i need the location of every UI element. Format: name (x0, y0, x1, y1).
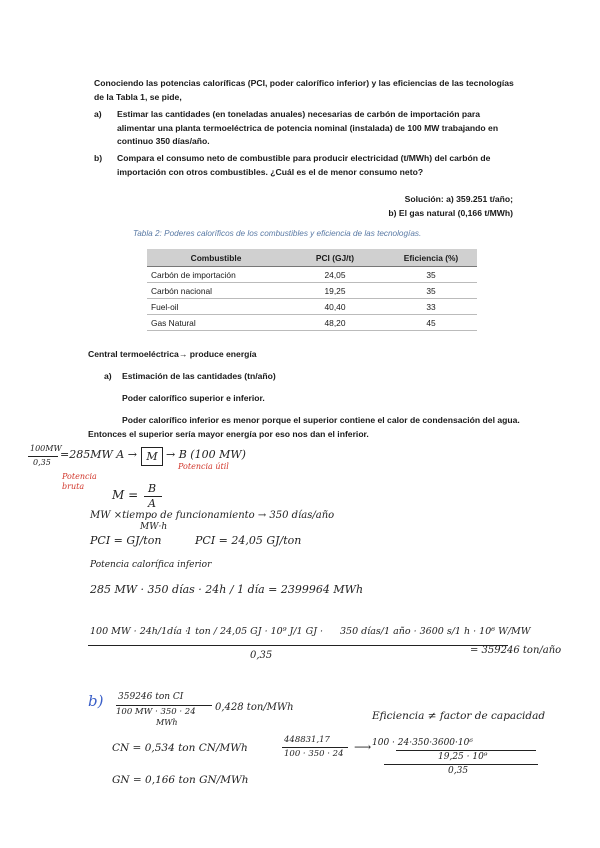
hw-b-label: b) (88, 692, 104, 710)
item-b-text: Compara el consumo neto de combustible para producir electricidad (t/MWh) del carbón de importación con otros combustibles. ¿Cuál es el de menor consumo neto? (117, 153, 491, 177)
hw-m-eq: M = (112, 488, 139, 502)
col-header-pci: PCI (GJ/t) (285, 249, 385, 267)
cell-pci: 40,40 (285, 299, 385, 315)
hw-calc2-den: 0,35 (250, 650, 273, 661)
solution-b: b) El gas natural (0,166 t/MWh) (388, 208, 513, 218)
item-a-label: a) (94, 109, 102, 119)
fuel-table (147, 249, 477, 331)
hw-pci-val: PCI = 24,05 GJ/ton (195, 534, 302, 547)
cell-pci: 24,05 (285, 267, 385, 283)
table-row (147, 299, 477, 315)
hw-m-num: B (148, 482, 157, 495)
cell-eff: 33 (385, 299, 477, 315)
notes-line1: Poder calorífico superior e inferior. (122, 393, 265, 403)
hw-arrow-b: → B (100 MW) (166, 448, 246, 461)
hw-cn-frac-top: 448831,17 (284, 735, 330, 745)
hw-b-val: 0,428 ton/MWh (215, 702, 294, 713)
hw-eff-note: Eficiencia ≠ factor de capacidad (372, 710, 546, 722)
hw-big-line1 (396, 750, 536, 751)
cell-fuel: Carbón nacional (147, 283, 285, 299)
table-caption: Tabla 2: Poderes caloríficos de los combustibles y eficiencia de las tecnologías. (133, 229, 422, 238)
hw-b-frac-top: 359246 ton CI (118, 692, 184, 702)
col-header-eficiencia: Eficiencia (%) (385, 249, 477, 267)
hw-mw-line: MW ×tiempo de funcionamiento → 350 días/año (90, 510, 335, 521)
table-row (147, 283, 477, 299)
cell-fuel: Fuel-oil (147, 299, 285, 315)
hw-calc2-mid: 1 ton / 24,05 GJ · 10⁹ J/1 GJ · (186, 626, 324, 637)
item-b-label: b) (94, 153, 103, 163)
hw-b-frac-unit: MWh (156, 718, 178, 727)
notes-heading: Central termoeléctrica→ produce energía (88, 349, 257, 359)
cell-pci: 19,25 (285, 283, 385, 299)
hw-b-frac-line (116, 705, 212, 706)
cell-eff: 35 (385, 283, 477, 299)
hw-eq-285: =285MW A → (60, 448, 137, 461)
problem-intro: Conociendo las potencias caloríficas (PCI, poder calorífico inferior) y las eficiencias de las tecnologías de la Tabla 1, se pide, (94, 78, 514, 102)
hw-mwh: MW·h (140, 522, 168, 532)
hw-frac-bot: 0,35 (33, 458, 51, 467)
notes-line2: Poder calorífico inferior es menor porque el superior contiene el calor de condensación del agua. Entonces el superior sería mayor energía por eso nos dan el inferior. (88, 415, 520, 439)
hw-cn-line: CN = 0,534 ton CN/MWh (112, 742, 248, 754)
hw-cn-frac-bot: 100 · 350 · 24 (284, 749, 344, 759)
hw-calc2-line (88, 645, 508, 646)
hw-frac-line (28, 456, 58, 457)
cell-eff: 35 (385, 267, 477, 283)
hw-b-frac-bot: 100 MW · 350 · 24 (116, 707, 196, 717)
item-a-text: Estimar las cantidades (en toneladas anuales) necesarias de carbón de importación para alimentar una planta termoeléctrica de potencia nominal (instalada) de 100 MW trabajando en continuo 350 días/año. (117, 109, 499, 146)
hw-box-m: M (141, 447, 163, 466)
cell-eff: 45 (385, 315, 477, 331)
hw-m-den: A (148, 497, 156, 510)
hw-calc1: 285 MW · 350 días · 24h / 1 día = 2399964 MWh (90, 583, 364, 596)
table-row (147, 267, 477, 283)
hw-big-line2 (384, 764, 538, 765)
hw-pci-line: PCI = GJ/ton (90, 534, 162, 547)
hw-frac-top: 100MW (30, 444, 62, 453)
hw-big-mid: 19,25 · 10⁹ (438, 752, 488, 762)
cell-pci: 48,20 (285, 315, 385, 331)
col-header-combustible: Combustible (147, 249, 285, 267)
hw-gn-line: GN = 0,166 ton GN/MWh (112, 774, 249, 786)
solution-a: Solución: a) 359.251 t/año; (404, 194, 513, 204)
table-row (147, 315, 477, 331)
hw-cn-frac-line (282, 747, 348, 748)
hw-calc2-res: = 359246 ton/año (470, 645, 562, 656)
hw-big-den: 0,35 (448, 766, 469, 776)
hw-arrow-icon: ⟶ (354, 740, 372, 754)
hw-pci-note: Potencia calorífica inferior (90, 560, 212, 570)
notes-sub-title: Estimación de las cantidades (tn/año) (122, 371, 276, 381)
cell-fuel: Carbón de importación (147, 267, 285, 283)
hw-calc2-start: 100 MW · 24h/1día · (90, 626, 188, 637)
hw-potencia-util: Potencia útil (178, 462, 229, 471)
hw-potencia-bruta: Potencia bruta (62, 472, 97, 491)
hw-big-top: 100 · 24·350·3600·10⁶ (372, 738, 473, 748)
cell-fuel: Gas Natural (147, 315, 285, 331)
notes-sub-label: a) (104, 371, 112, 381)
hw-calc2-end: 350 días/1 año · 3600 s/1 h · 10⁶ W/MW (340, 626, 531, 637)
